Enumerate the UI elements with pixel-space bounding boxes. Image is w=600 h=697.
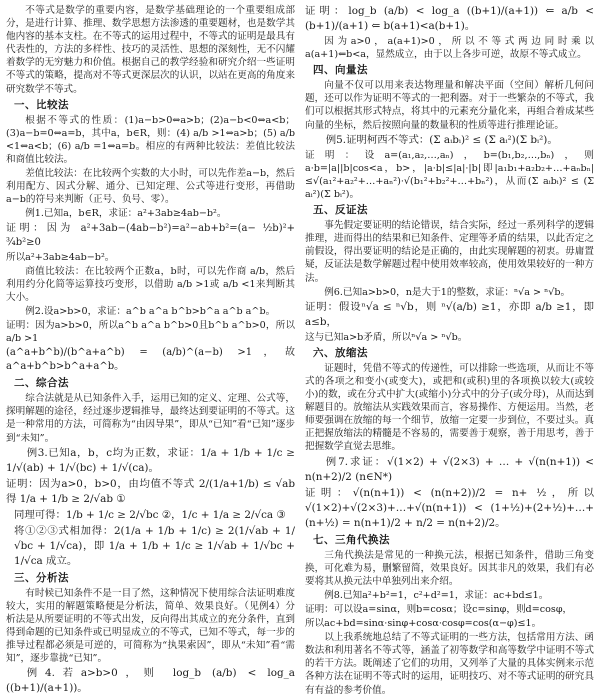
example-8-tail: 所以ac+bd=sinα·sinφ+cosα·cosφ=cos(α−φ)≤1。 bbox=[305, 618, 542, 630]
example-5: 例5.证明柯西不等式：(Σ aᵢbᵢ)² ≤ (Σ aᵢ²)(Σ bᵢ²)。 bbox=[325, 133, 558, 146]
section-comparison-title: 一、比较法 bbox=[14, 98, 69, 111]
example-5-proof: 证明：设a=(a₁,a₂,…,aₙ)，b=(b₁,b₂,…,bₙ)，则a·b=|a||b|cos<a，b>，|a·b|≤|a|·|b|即|a₁b₁+a₂b₂+…+aₙbₙ|≤√(a₁²+a₂²+…+aₙ²)·√(b₁²+b₂²+…+bₙ²)，从而(Σ aᵢbᵢ)² ≤ (Σ aᵢ²)(Σ bᵢ²)。 bbox=[305, 149, 594, 200]
section-vector-title: 四、向量法 bbox=[313, 64, 368, 77]
quotient-comparison-text: 商值比较法：在比较两个正数a，b时，可以先作商 a/b，然后利用约分化简等运算技巧变形，以借助 a/b >1或 a/b <1来判断其大小。 bbox=[6, 265, 295, 303]
section-contradiction-title: 五、反证法 bbox=[313, 204, 368, 217]
example-3-proof: 证明：因为a>0，b>0，由均值不等式 2/(1/a+1/b) ≤ √ab 得 1/a + 1/b ≥ 2/√ab ① bbox=[6, 477, 295, 505]
example-7: 例7.求证：√(1×2) + √(2×3) + … + √(n(n+1)) < n(n+2)/2 (n∈N*) bbox=[305, 455, 594, 483]
example-4: 例4.若a>b>0，则 log_b (a/b) < log_a ((b+1)/(a+1))。 bbox=[6, 667, 295, 695]
intro-paragraph: 不等式是数学的重要内容，是数学基础理论的一个重要组成部分，是进行计算、推理、数学思想方法渗透的重要题材，也是数学其他内容的基本支柱。在不等式的运用过程中，不等式的证明是最具有代表性的，方法的多样性、技巧的灵活性、思想的深刻性，无不闪耀着数学的无穷魅力和价值。根据自己的教学经验和研究介绍一些证明不等式的策略，提高对不等式更深层次的认识，以站在更高的角度来研究数学不等式。 bbox=[6, 5, 295, 95]
example-3: 例3.已知a，b，c均为正数，求证：1/a + 1/b + 1/c ≥ 1/√(ab) + 1/√(bc) + 1/√(ca)。 bbox=[6, 446, 295, 474]
comparison-properties: 根据不等式的性质：(1)a−b>0⇔a>b；(2)a−b<0⇔a<b；(3)a−b=0⇔a=b，其中a，b∈R，则：(4) a/b >1⇔a>b；(5) a/b <1⇔a<b；(6) a/b =1⇔a=b。相应的有两种比较法：差值比较法和商值比较法。 bbox=[6, 114, 295, 166]
example-8: 例8.已知a²+b²=1，c²+d²=1，求证：ac+bd≤1。 bbox=[324, 589, 549, 601]
example-1: 例1.已知a，b∈R，求证：a²+3ab≥4ab−b²。 bbox=[25, 208, 227, 220]
example-7-proof: 证明：√(n(n+1)) < (n(n+2))/2 = n+ ½，所以√(1×2)+√(2×3)+…+√(n(n+1)) < (1+½)+(2+½)+…+(n+½) = n(n+1)/2 + n/2 = n(n+2)/2。 bbox=[305, 486, 594, 529]
example-4-proof: 证明：log_b (a/b) < log_a ((b+1)/(a+1)) ⇐ a/b < (b+1)/(a+1) ⇐ b(a+1)<a(b+1)。 bbox=[305, 5, 594, 32]
example-3-add: 将①②③式相加得：2(1/a + 1/b + 1/c) ≥ 2(1/√ab + 1/√bc + 1/√ca)，即 1/a + 1/b + 1/c ≥ 1/√ab + 1/√bc + 1/√ca 成立。 bbox=[14, 524, 295, 567]
example-6: 例6.已知a>b>0，n是大于1的整数，求证：ⁿ√a > ⁿ√b。 bbox=[324, 286, 571, 298]
example-8-proof: 证明：可以设a=sinα，则b=cosα；设c=sinφ，则d=cosφ， bbox=[305, 604, 573, 615]
left-column bbox=[6, 4, 295, 695]
conclusion-paragraph: 以上我系统地总结了不等式证明的一些方法，包括常用方法、函数法和利用著名不等式等，涵盖了初等数学和高等数学中证明不等式的若干方法。既阐述了它们的功用，又列举了大量的具体实例来示范各种方法在证明不等式时的运用，证明技巧、对不等式证明的研究具有有益的参考价值。 bbox=[305, 632, 594, 696]
right-column bbox=[305, 4, 594, 696]
example-3-same: 同理可得：1/b + 1/c ≥ 2/√bc ②，1/c + 1/a ≥ 2/√ca ③ bbox=[14, 508, 286, 521]
example-4-tail: 因为a>0，a(a+1)>0，所以不等式两边同时乘以a(a+1)⇐b<a，显然成立，由于以上各步可逆，故原不等式成立。 bbox=[305, 36, 594, 61]
example-1-conclusion: 所以a²+3ab≥4ab−b²。 bbox=[6, 251, 115, 263]
example-6-proof: 证明：假设ⁿ√a ≤ ⁿ√b，则 ⁿ√(a/b) ≥1，亦即 a/b ≥1，即a≤b， bbox=[305, 300, 594, 328]
example-2-formula: (a^a+b^b)/(b^a+a^b) = (a/b)^(a−b) >1，故a^a+b^b>b^a+a^b。 bbox=[6, 347, 295, 373]
section-scaling-title: 六、放缩法 bbox=[313, 346, 368, 359]
analysis-text: 有时候已知条件不是一目了然，这种情况下使用综合法证明难度较大，实用的解题策略便是分析法，简单、效果良好。（见例4）分析法是从所要证明的不等式出发，反向得出其成立的充分条件，直到得到命题的已知条件或已明显成立的不等式，已知不等式，每一步的推导过程都必须是可逆的，可简称为“执果索因”，即从“未知”看“需知”，逐步靠拢“已知”。 bbox=[6, 587, 295, 665]
scaling-text: 证题时，凭借不等式的传递性，可以排除一些选项，从而让不等式的各项之和变小(或变大)，或把和(或积)里的各项换以较大(或较小)的数，或在分式中扩大(或缩小)分式中的分子(或分母)，从而达到解题目的。放缩法从实践效果而言，容易操作、方便运用。当然，老师要强调在放缩的每一个细节，放缩一定要一步到位，不要过头。真正把握放缩法的精髓是不容易的，需要善于观察，善于用思考，善于把握数学直觉去思维。 bbox=[305, 362, 594, 453]
vector-text: 向量不仅可以用来表达物理量和解决平面（空间）解析几何问题，还可以作为证明不等式的一把利器。对于一些繁杂的不等式，我们可以根据其形式特点，将其中的元素充分量化来，再组合着成某些向量的坐标，然后按照向量的数量积的性质等进行推理论证。 bbox=[305, 80, 594, 131]
contradiction-text: 事先假定要证明的结论错误，结合实际，经过一系列科学的逻辑推理，进而得出的结果和已知条件、定理等矛盾的结果，以此否定之前假设，得出要证明的结论是正确的，由此实现解题的初衷。毋庸置疑，反证法是数学解题过程中使用效率较高，使用效果较好的一种方法。 bbox=[305, 220, 594, 284]
example-2-proof: 证明：因为a>b>0，所以a^b a^a b^b>0且b^b a^b>0，所以 a/b >1 bbox=[6, 319, 295, 345]
example-1-proof: 证明：因为 a²+3ab−(4ab−b²)=a²−ab+b²=(a− ½b)²+ ¾b²≥0 bbox=[6, 222, 295, 248]
trig-text: 三角代换法是常见的一种换元法，根据已知条件，借助三角变换，可化难为易，删繁留简，效果良好。因其非凡的效果，我们有必要将其从换元法中单独列出来介绍。 bbox=[305, 549, 594, 587]
section-trig-title: 七、三角代换法 bbox=[313, 533, 390, 546]
example-2: 例2.设a>b>0，求证：a^b a^a b^b>b^a a^b a^b。 bbox=[25, 305, 276, 317]
section-synthesis-title: 二、综合法 bbox=[14, 377, 69, 390]
difference-comparison-text: 差值比较法：在比较两个实数的大小时，可以先作差a−b，然后利用配方、因式分解、通分、已知定理、公式等进行变形，再借助a−b的符号来判断（正号、负号、零）。 bbox=[6, 168, 295, 206]
synthesis-text: 综合法就是从已知条件入手，运用已知的定义、定理、公式等，探明解题的途径，经过逐步逻辑推导，最终达到要证明的不等式。这是一种常用的方法，可简称为“由因导果”，即从“已知”看“已知”逐步到“未知”。 bbox=[6, 393, 295, 444]
section-analysis-title: 三、分析法 bbox=[14, 571, 69, 584]
example-6-tail: 这与已知a>b矛盾，所以ⁿ√a > ⁿ√b。 bbox=[305, 331, 468, 343]
